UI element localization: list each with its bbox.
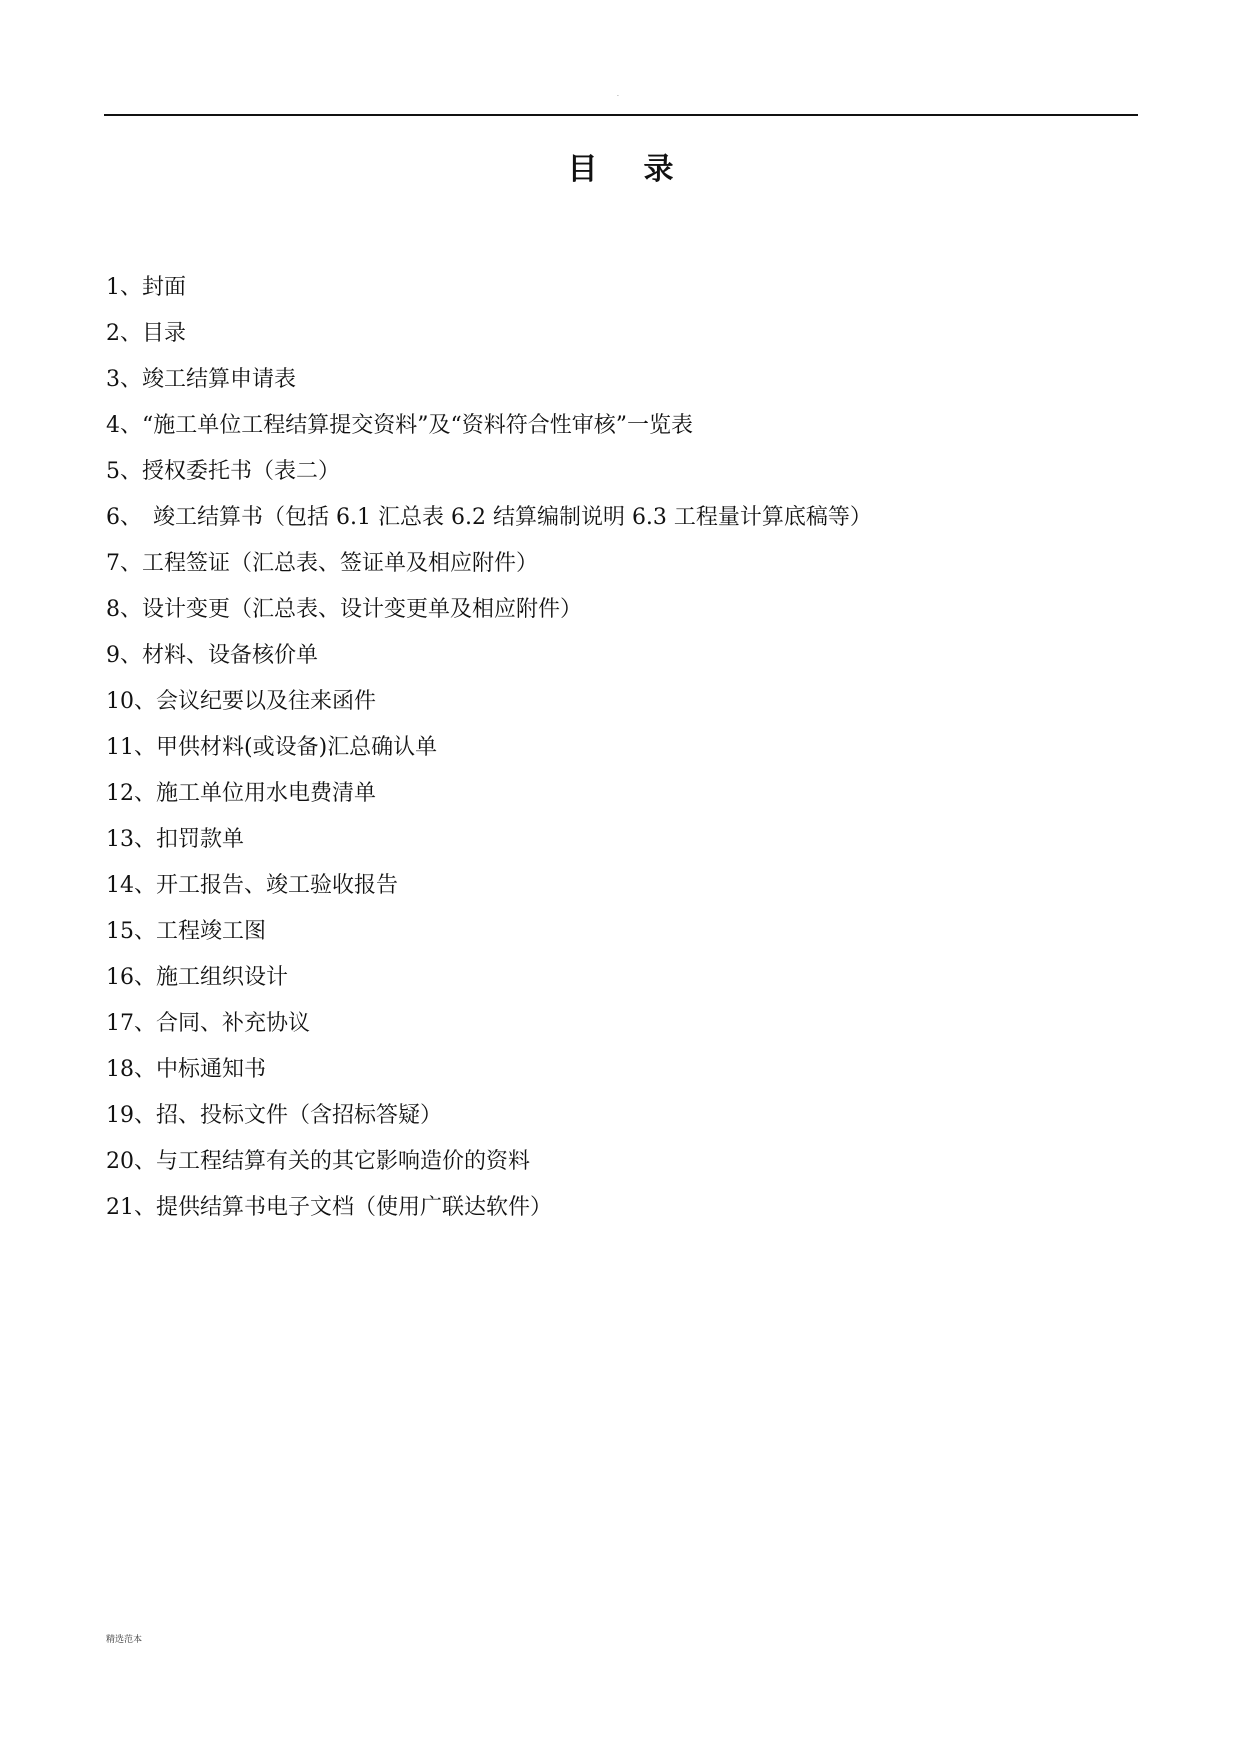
toc-item: 16、施工组织设计 (106, 965, 288, 990)
toc-item: 3、竣工结算申请表 (106, 367, 296, 392)
toc-item: 19、招、投标文件（含招标答疑） (106, 1103, 442, 1128)
toc-item: 6、 竣工结算书（包括 6.1 汇总表 6.2 结算编制说明 6.3 工程量计算底稿等） (106, 505, 872, 530)
toc-item: 18、中标通知书 (106, 1057, 266, 1082)
toc-item: 9、材料、设备核价单 (106, 643, 318, 668)
toc-item: 8、设计变更（汇总表、设计变更单及相应附件） (106, 597, 582, 622)
toc-item: 10、会议纪要以及往来函件 (106, 689, 376, 714)
footer-text: 精选范本 (106, 1635, 143, 1645)
toc-item: 11、甲供材料(或设备)汇总确认单 (106, 735, 438, 760)
toc-item: 12、施工单位用水电费清单 (106, 781, 376, 806)
page-title: 目录 (567, 152, 720, 187)
header-rule (104, 114, 1138, 116)
toc-item: 1、封面 (106, 275, 186, 300)
toc-item: 13、扣罚款单 (106, 827, 244, 852)
toc-item: 15、工程竣工图 (106, 919, 266, 944)
toc-item: 5、授权委托书（表二） (106, 459, 340, 484)
toc-item: 2、目录 (106, 321, 186, 346)
toc-item: 17、合同、补充协议 (106, 1011, 310, 1036)
table-of-contents (106, 268, 872, 1234)
toc-item: 21、提供结算书电子文档（使用广联达软件） (106, 1195, 552, 1220)
toc-item: 14、开工报告、竣工验收报告 (106, 873, 398, 898)
toc-item: 7、工程签证（汇总表、签证单及相应附件） (106, 551, 538, 576)
toc-item: 4、“施工单位工程结算提交资料”及“资料符合性审核”一览表 (106, 413, 693, 438)
header-mark: · (617, 93, 619, 100)
toc-item: 20、与工程结算有关的其它影响造价的资料 (106, 1149, 530, 1174)
